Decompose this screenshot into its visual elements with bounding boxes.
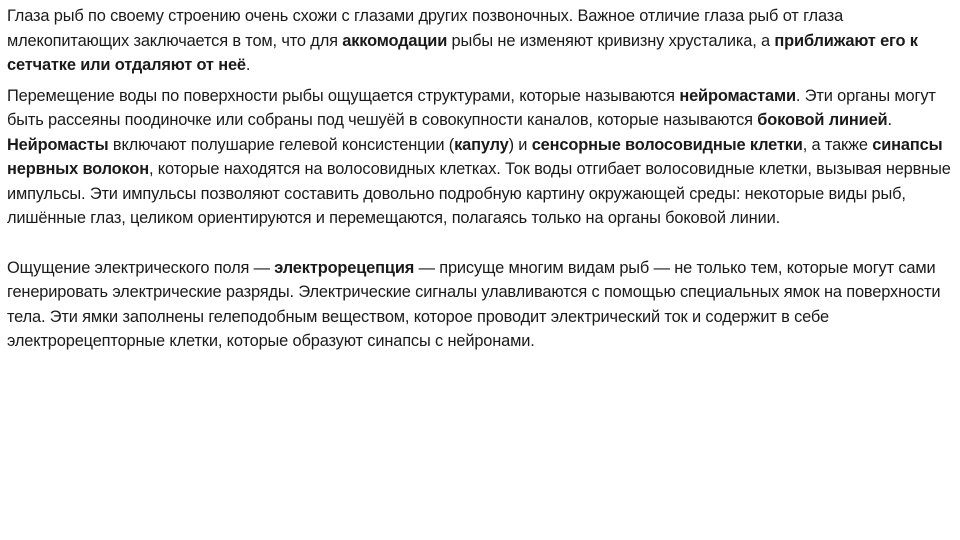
- text-segment: , а также: [802, 135, 873, 154]
- bold-term: капулу: [454, 135, 509, 154]
- bold-term: Нейромасты: [7, 135, 109, 154]
- text-segment: Глаза рыб по своему строению очень схожи с глазами других позвоночных. Важное отличие глаза рыб от глаза млекопитающих заключается в том, что для: [7, 7, 844, 50]
- paragraph-fish-eyes: [7, 4, 953, 78]
- text-segment: рыбы не изменяют кривизну хрусталика, а: [447, 31, 775, 50]
- bold-term: нейромастами: [679, 86, 796, 105]
- paragraph-electroreception: [7, 256, 953, 354]
- text-segment: включают полушарие гелевой консистенции (: [108, 135, 455, 154]
- text-segment: .: [887, 111, 892, 129]
- text-segment: , которые находятся на волосовидных клетках. Ток воды отгибает волосовидные клетки, вызывая нервные импульсы. Эти импульсы позволяют составить довольно подробную картину окружающей среды: некоторые виды рыб, лишённые глаз, целиком ориентируются и перемещаются, полагаясь только на органы боковой линии.: [7, 160, 951, 227]
- bold-term: боковой линией: [757, 111, 888, 129]
- text-segment: Ощущение электрического поля —: [7, 258, 275, 277]
- text-segment: .: [245, 56, 251, 74]
- bold-term: приближают его к сетчатке или отдаляют от неё: [7, 31, 918, 74]
- bold-term: электрорецепция: [274, 258, 415, 277]
- paragraph-lateral-line: [7, 84, 953, 231]
- text-segment: . Эти органы могут быть рассеяны поодиночке или собраны под чешуёй в совокупности каналов, которые называются: [7, 86, 936, 129]
- text-segment: — присуще многим видам рыб — не только тем, которые могут сами генерировать электрические разряды. Электрические сигналы улавливаются с помощью специальных ямок на поверхности тела. Эти ямки заполнены гелеподобным веществом, которое проводит электрический ток и содержит в себе электрорецепторные клетки, которые образуют синапсы с нейронами.: [7, 258, 941, 350]
- bold-term: синапсы нервных волокон: [7, 135, 943, 178]
- document-body: [7, 4, 953, 354]
- bold-term: аккомодации: [342, 31, 448, 50]
- bold-term: сенсорные волосовидные клетки: [531, 135, 803, 154]
- text-segment: ) и: [508, 135, 532, 154]
- text-segment: Перемещение воды по поверхности рыбы ощущается структурами, которые называются: [7, 86, 680, 105]
